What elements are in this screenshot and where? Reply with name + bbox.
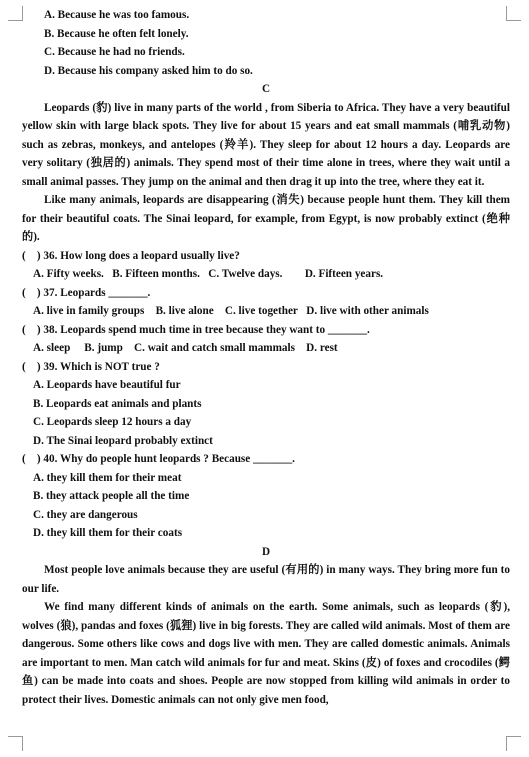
question-36-stem: ( ) 36. How long does a leopard usually live? — [22, 249, 240, 262]
question-36-option-a: A. Fifty weeks. — [33, 268, 104, 280]
question-37 — [22, 284, 510, 321]
question-36 — [22, 247, 510, 284]
q35-option-a: A. Because he was too famous. — [44, 9, 190, 21]
question-37-options — [22, 302, 510, 321]
question-36-options — [22, 265, 510, 284]
section-d-paragraph-1: Most people love animals because they are useful (有用的) in many ways. They bring more fun to our life. — [22, 564, 510, 595]
section-c-paragraph-1: Leopards (豹) live in many parts of the world , from Siberia to Africa. They have a very beautiful yellow skin with large black spots. They live for about 15 years and eat small mammals (哺乳动物) such as zebras, monkeys, and antelopes (羚羊). They sleep for about 12 hours a day. Leopards are very solitary (独居的) animals. They spend most of their time alone in trees, where they wait until a small animal passes. They jump on the animal and then drag it up into the tree, where they eat it. — [22, 101, 510, 188]
question-36-option-c: C. Twelve days. — [208, 268, 283, 280]
question-39-stem: ( ) 39. Which is NOT true ? — [22, 360, 160, 373]
question-37-option-d: D. live with other animals — [306, 305, 429, 317]
question-38-stem: ( ) 38. Leopards spend much time in tree because they want to _______. — [22, 323, 370, 336]
question-37-stem: ( ) 37. Leopards _______. — [22, 286, 151, 299]
question-40-option-b: B. they attack people all the time — [33, 490, 190, 502]
question-38-option-c: C. wait and catch small mammals — [134, 342, 295, 354]
q35-option-c: C. Because he had no friends. — [44, 46, 185, 58]
question-39-option-d: D. The Sinai leopard probably extinct — [33, 434, 213, 447]
question-38-option-a: A. sleep — [33, 342, 71, 354]
question-36-option-b: B. Fifteen months. — [112, 268, 200, 280]
question-38-option-b: B. jump — [84, 342, 123, 354]
page-content — [22, 6, 510, 709]
section-d-heading: D — [261, 545, 271, 558]
section-c-heading: C — [261, 83, 271, 95]
question-39 — [22, 358, 510, 451]
section-d-paragraph-2: We find many different kinds of animals on the earth. Some animals, such as leopards (豹), wolves (狼), pandas and foxes (狐狸) live in big forests. They are called wild animals. Most of them are dangerous. Some others like cows and dogs live with men. They are called domestic animals. Animals are important to men. Man catch wild animals for fur and meat. Skins (皮) of foxes and crocodiles (鳄鱼) can be made into coats and shoes. People are now stopped from killing wild animals in order to protect their lives. Domestic animals can not only give men food, — [22, 601, 510, 706]
question-40 — [22, 450, 510, 543]
question-38-options — [22, 339, 510, 358]
question-40-option-a: A. they kill them for their meat — [33, 471, 182, 484]
question-38 — [22, 321, 510, 358]
question-39-option-c: C. Leopards sleep 12 hours a day — [33, 416, 192, 428]
question-38-option-d: D. rest — [306, 342, 338, 354]
crop-mark-top-left — [8, 6, 23, 21]
question-40-option-c: C. they are dangerous — [33, 508, 138, 521]
question-39-option-a: A. Leopards have beautiful fur — [33, 379, 181, 391]
question-39-option-b: B. Leopards eat animals and plants — [33, 397, 202, 410]
crop-mark-bottom-right — [506, 736, 521, 751]
question-37-option-b: B. live alone — [155, 305, 214, 317]
q35-option-b: B. Because he often felt lonely. — [44, 27, 189, 40]
crop-mark-bottom-left — [8, 736, 23, 751]
question-37-option-a: A. live in family groups — [33, 305, 145, 317]
question-40-stem: ( ) 40. Why do people hunt leopards ? Because _______. — [22, 453, 295, 465]
question-36-option-d: D. Fifteen years. — [304, 268, 384, 280]
question-37-option-c: C. live together — [224, 305, 298, 317]
q35-option-d: D. Because his company asked him to do so. — [44, 64, 253, 77]
question-40-option-d: D. they kill them for their coats — [33, 527, 183, 539]
section-c-paragraph-2: Like many animals, leopards are disappearing (消失) because people hunt them. They kill them for their beautiful coats. The Sinai leopard, for example, from Egypt, is now probably extinct (绝种的). — [22, 194, 510, 243]
